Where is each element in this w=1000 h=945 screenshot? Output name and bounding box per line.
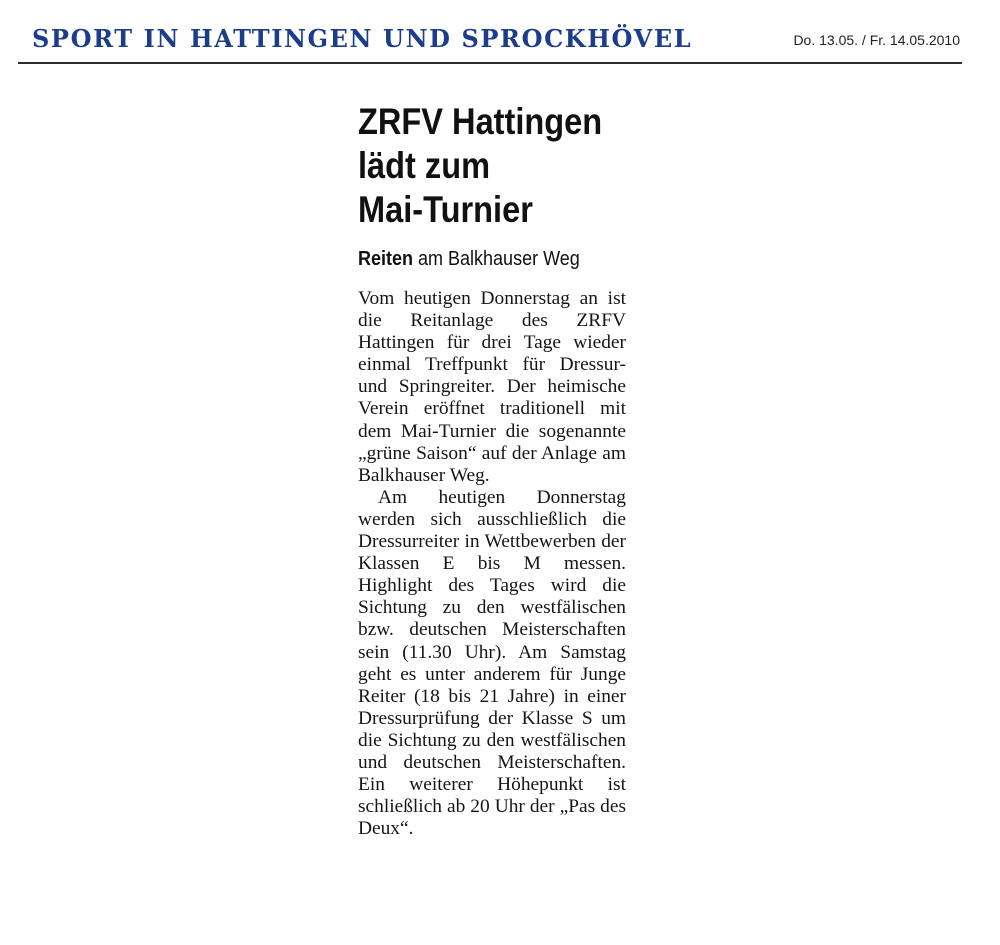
headline-line: Mai-Turnier bbox=[358, 189, 533, 230]
subheadline bbox=[358, 248, 599, 271]
headline-line: lädt zum bbox=[358, 145, 491, 186]
subheadline-text: am Balkhauser Weg bbox=[418, 248, 580, 270]
article bbox=[358, 100, 626, 840]
article-paragraph: Am heutigen Donnerstag werden sich ausschließlich die Dressurreiter in Wettbewerben der Klassen E bis M messen. Highlight des Tages wird die Sichtung zu den westfälischen bzw. deutschen Meisterschaften sein (11.30 Uhr). Am Samstag geht es unter anderem für Junge Reiter (18 bis 21 Jahre) in einer Dressurprüfung der Klasse S um die Sichtung zu den westfälischen und deutschen Meisterschaften. Ein weiterer Höhepunkt ist schließlich ab 20 Uhr der „Pas des Deux“. bbox=[358, 486, 626, 840]
article-paragraph: Vom heutigen Donnerstag an ist die Reitanlage des ZRFV Hattingen für drei Tage wieder einmal Treffpunkt für Dressur- und Springreiter. Der heimische Verein eröffnet traditionell mit dem Mai-Turnier die sogenannte „grüne Saison“ auf der Anlage am Balkhauser Weg. bbox=[358, 288, 626, 486]
kicker: Reiten bbox=[358, 248, 414, 270]
header-rule bbox=[18, 62, 962, 64]
issue-date: Do. 13.05. / Fr. 14.05.2010 bbox=[793, 32, 960, 48]
article-body bbox=[358, 288, 626, 840]
headline bbox=[358, 100, 622, 232]
page-header bbox=[32, 24, 960, 64]
section-title: SPORT IN HATTINGEN UND SPROCKHÖVEL bbox=[32, 24, 693, 53]
headline-line: ZRFV Hattingen bbox=[358, 101, 603, 142]
